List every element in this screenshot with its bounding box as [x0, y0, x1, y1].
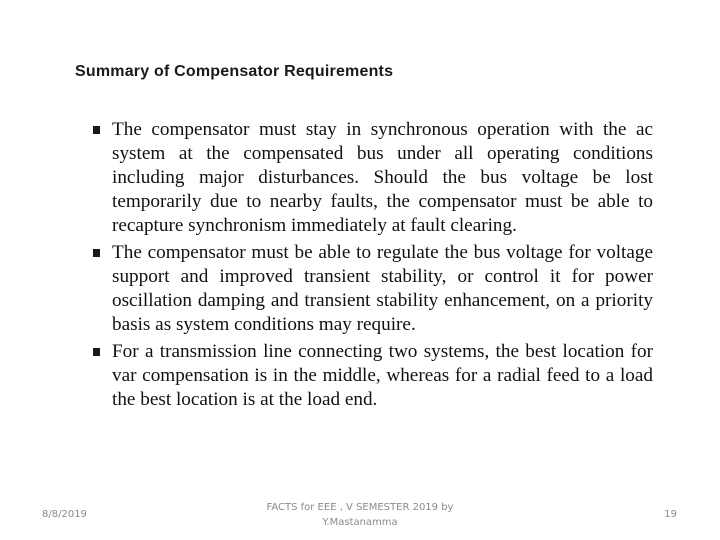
bullet-text: The compensator must stay in synchronous operation with the ac system at the compensated bus under all operating conditions including major disturbances. Should the bus voltage be lost temporarily due to nearby faults, the compensator must be able to recapture synchronism immediately at fault clearing.: [112, 119, 653, 236]
square-bullet-icon: [93, 348, 100, 356]
square-bullet-icon: [93, 126, 100, 134]
bullet-item: [93, 241, 653, 337]
bullet-list: [93, 118, 653, 415]
bullet-text: For a transmission line connecting two systems, the best location for var compensation is in the middle, whereas for a radial feed to a load the best location is at the load end.: [112, 341, 653, 410]
footer-course-line: FACTS for EEE , V SEMESTER 2019 by: [266, 502, 454, 513]
slide-title: Summary of Compensator Requirements: [75, 63, 394, 80]
bullet-item: [93, 118, 653, 238]
bullet-text: The compensator must be able to regulate the bus voltage for voltage support and improved transient stability, or control it for power oscillation damping and transient stability enhancement, on a priority basis as system conditions may require.: [112, 242, 653, 335]
square-bullet-icon: [93, 249, 100, 257]
footer-author: Y.Mastanamma: [322, 517, 398, 528]
page-number: 19: [664, 509, 677, 520]
bullet-item: [93, 340, 653, 412]
footer-date: 8/8/2019: [42, 509, 87, 520]
footer-course-info: [230, 500, 490, 530]
